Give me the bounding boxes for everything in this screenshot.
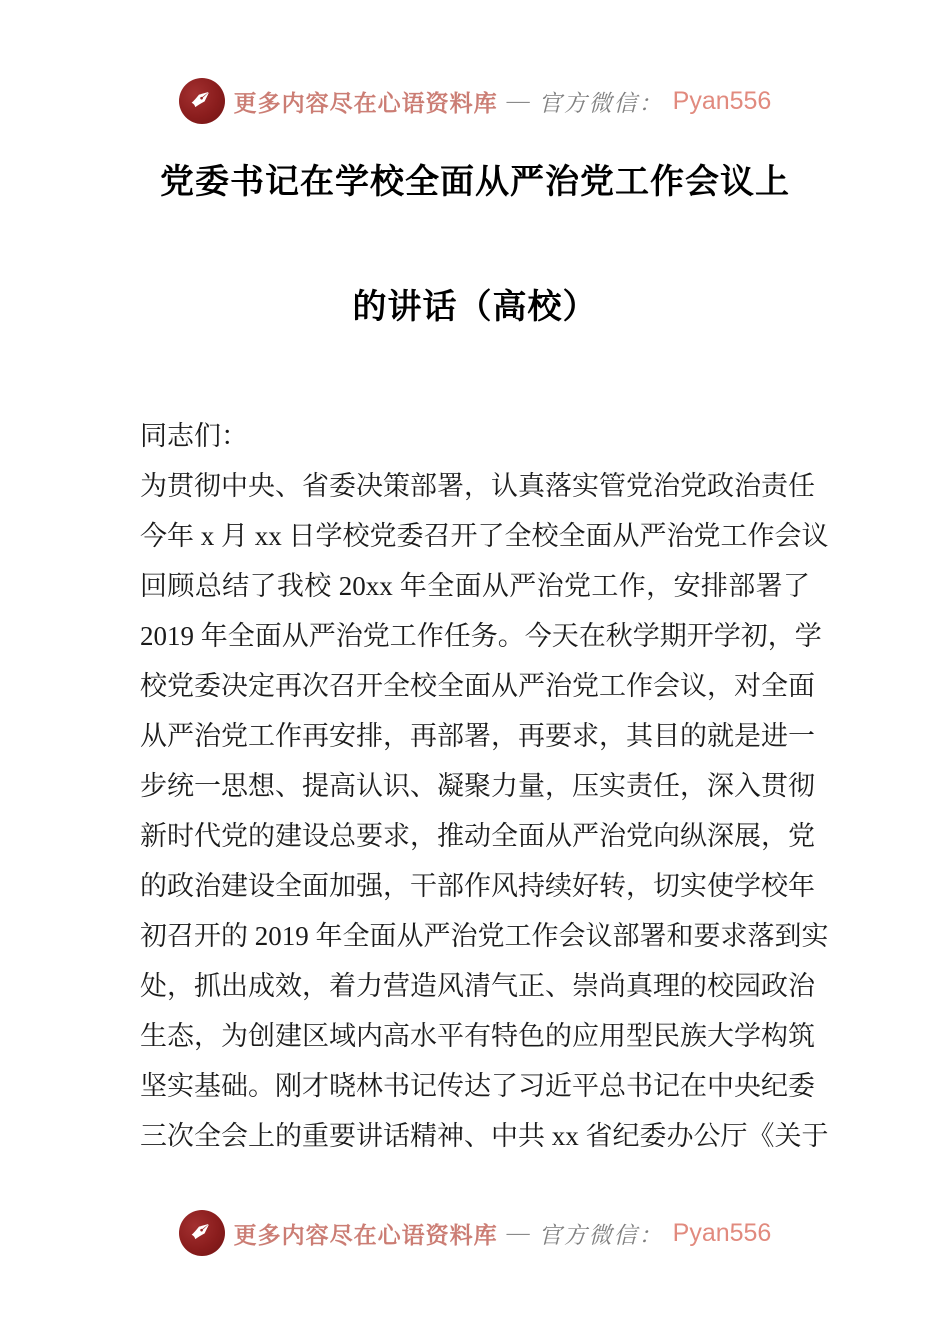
body-line: 三次全会上的重要讲话精神、中共 xx 省纪委办公厅《关于 — [140, 1121, 829, 1151]
body-line: 初召开的 2019 年全面从严治党工作会议部署和要求落到实 — [140, 921, 829, 951]
watermark-wechat-label: 官方微信： — [538, 90, 664, 116]
body-line: 从严治党工作再安排，再部署，再要求，其目的就是进一 — [140, 721, 815, 751]
body-line: 的政治建设全面加强，干部作风持续好转，切实使学校年 — [140, 871, 815, 901]
watermark-brand-text: 更多内容尽在心语资料库 — [233, 90, 498, 116]
pen-nib-circle-icon — [179, 1210, 225, 1256]
body-line: 新时代党的建设总要求，推动全面从严治党向纵深展，党 — [140, 821, 815, 851]
watermark-wechat-label: 官方微信： — [538, 1222, 664, 1248]
body-line: 2019 年全面从严治党工作任务。今天在秋学期开学初，学 — [140, 621, 822, 651]
body-line: 坚实基础。刚才晓林书记传达了习近平总书记在中央纪委 — [140, 1071, 815, 1101]
watermark-brand-text: 更多内容尽在心语资料库 — [233, 1222, 498, 1248]
salutation-line: 同志们： — [140, 421, 248, 451]
body-line: 生态，为创建区域内高水平有特色的应用型民族大学构筑 — [140, 1021, 815, 1051]
body-line: 校党委决定再次召开全校全面从严治党工作会议，对全面 — [140, 671, 815, 701]
watermark-wechat-id: Pyan556 — [672, 86, 772, 115]
header-watermark — [0, 78, 950, 124]
body-line: 为贯彻中央、省委决策部署，认真落实管党治党政治责任 — [140, 471, 815, 501]
document-body — [140, 411, 829, 1161]
document-title-line-2: 的讲话（高校） — [352, 289, 598, 326]
body-line: 今年 x 月 xx 日学校党委召开了全校全面从严治党工作会议 — [140, 521, 829, 551]
watermark-dash: — — [506, 88, 530, 113]
pen-nib-glyph: ✒ — [181, 1211, 222, 1252]
body-line: 处，抓出成效，着力营造风清气正、崇尚真理的校园政治 — [140, 971, 815, 1001]
watermark-dash: — — [506, 1220, 530, 1245]
document-title-line-1: 党委书记在学校全面从严治党工作会议上 — [160, 164, 790, 201]
body-line: 回顾总结了我校 20xx 年全面从严治党工作，安排部署了 — [140, 571, 810, 601]
pen-nib-glyph: ✒ — [181, 79, 222, 120]
footer-watermark — [0, 1210, 950, 1256]
pen-nib-circle-icon — [179, 78, 225, 124]
body-line: 步统一思想、提高认识、凝聚力量，压实责任，深入贯彻 — [140, 771, 815, 801]
watermark-wechat-id: Pyan556 — [672, 1218, 772, 1247]
